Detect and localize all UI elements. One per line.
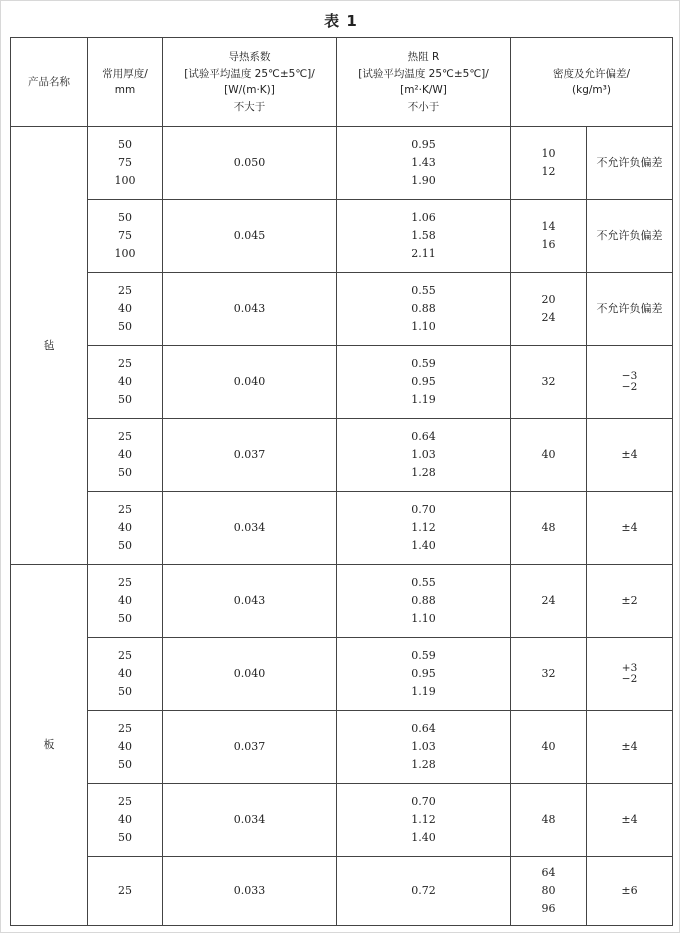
table-row [11,419,673,492]
table-row [11,200,673,273]
conductivity-cell: 0.034 [163,492,337,565]
product-category-cell: 毡 [11,127,88,565]
thickness-cell: 50 75 100 [88,200,163,273]
thermal-resistance-cell: 0.95 1.43 1.90 [337,127,511,200]
thermal-resistance-cell: 0.59 0.95 1.19 [337,638,511,711]
thickness-cell: 25 40 50 [88,419,163,492]
density-cell: 48 [511,784,587,857]
tolerance-cell: ±4 [587,711,673,784]
tolerance-cell: 不允许负偏差 [587,127,673,200]
density-cell: 24 [511,565,587,638]
header-row [11,38,673,127]
thermal-resistance-cell: 0.70 1.12 1.40 [337,784,511,857]
conductivity-cell: 0.040 [163,638,337,711]
table-row [11,492,673,565]
tolerance-cell: ±4 [587,492,673,565]
table-row [11,638,673,711]
table-row [11,346,673,419]
thermal-resistance-cell: 0.64 1.03 1.28 [337,711,511,784]
density-cell: 32 [511,346,587,419]
thermal-resistance-cell: 0.59 0.95 1.19 [337,346,511,419]
conductivity-cell: 0.037 [163,419,337,492]
header-density-tolerance: 密度及允许偏差/ (kg/m³) [511,38,673,127]
tolerance-cell: 不允许负偏差 [587,200,673,273]
thermal-resistance-cell: 1.06 1.58 2.11 [337,200,511,273]
conductivity-cell: 0.040 [163,346,337,419]
thermal-resistance-cell: 0.55 0.88 1.10 [337,565,511,638]
density-cell: 14 16 [511,200,587,273]
conductivity-cell: 0.034 [163,784,337,857]
density-cell: 40 [511,711,587,784]
thickness-cell: 25 40 50 [88,492,163,565]
tolerance-cell: ±6 [587,857,673,926]
density-cell: 40 [511,419,587,492]
tolerance-cell [587,346,673,419]
density-cell: 32 [511,638,587,711]
table-row [11,784,673,857]
thermal-resistance-cell: 0.64 1.03 1.28 [337,419,511,492]
header-thermal-resistance: 热阻 R [试验平均温度 25℃±5℃]/ [m²·K/W] 不小于 [337,38,511,127]
tolerance-cell: ±4 [587,419,673,492]
header-product-name: 产品名称 [11,38,88,127]
product-category-cell: 板 [11,565,88,926]
conductivity-cell: 0.043 [163,273,337,346]
thickness-cell: 25 40 50 [88,273,163,346]
tolerance-fraction: −3 −2 [621,370,638,393]
conductivity-cell: 0.050 [163,127,337,200]
thickness-cell: 25 [88,857,163,926]
thermal-resistance-cell: 0.70 1.12 1.40 [337,492,511,565]
thickness-cell: 50 75 100 [88,127,163,200]
table-row [11,127,673,200]
density-cell: 64 80 96 [511,857,587,926]
thickness-cell: 25 40 50 [88,638,163,711]
table-row [11,857,673,926]
tolerance-cell: ±2 [587,565,673,638]
table-row [11,711,673,784]
table-row [11,565,673,638]
tolerance-cell [587,638,673,711]
thermal-resistance-cell: 0.72 [337,857,511,926]
conductivity-cell: 0.045 [163,200,337,273]
density-cell: 48 [511,492,587,565]
tolerance-cell: 不允许负偏差 [587,273,673,346]
table-row [11,273,673,346]
thickness-cell: 25 40 50 [88,346,163,419]
table-body [11,127,673,926]
insulation-spec-table [10,37,673,926]
tolerance-cell: ±4 [587,784,673,857]
header-conductivity: 导热系数 [试验平均温度 25℃±5℃]/ [W/(m·K)] 不大于 [163,38,337,127]
density-cell: 20 24 [511,273,587,346]
tolerance-fraction: +3 −2 [621,662,638,685]
thickness-cell: 25 40 50 [88,784,163,857]
conductivity-cell: 0.037 [163,711,337,784]
thickness-cell: 25 40 50 [88,565,163,638]
thermal-resistance-cell: 0.55 0.88 1.10 [337,273,511,346]
conductivity-cell: 0.043 [163,565,337,638]
density-cell: 10 12 [511,127,587,200]
header-thickness: 常用厚度/ mm [88,38,163,127]
table-caption: 表 1 [324,12,358,30]
conductivity-cell: 0.033 [163,857,337,926]
thickness-cell: 25 40 50 [88,711,163,784]
